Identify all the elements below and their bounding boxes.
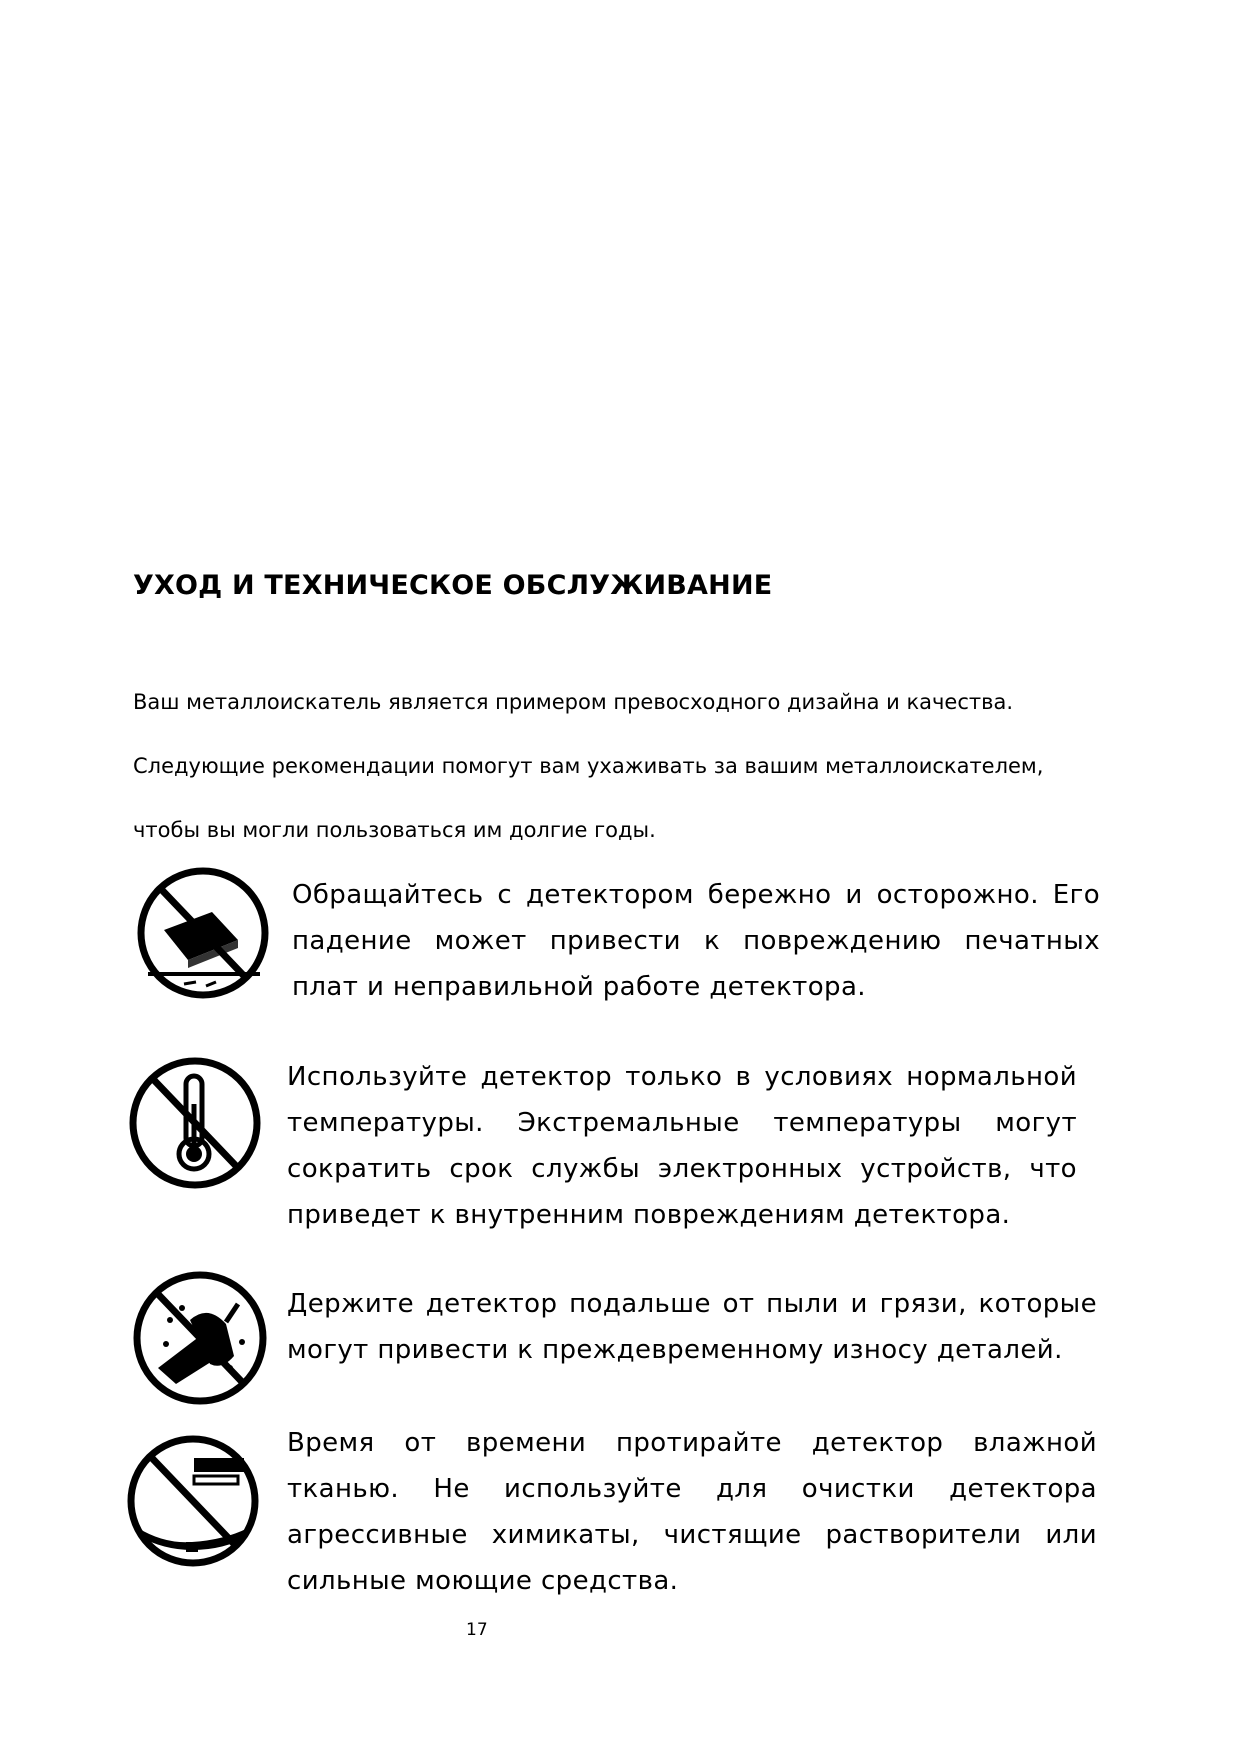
intro-line-1: Ваш металлоискатель является примером превосходного дизайна и качества.	[133, 690, 1014, 714]
intro-line-2: Следующие рекомендации помогут вам ухаживать за вашим металлоискателем,	[133, 754, 1044, 778]
no-extreme-temperature-icon	[126, 1054, 264, 1192]
care-item-4-text: Время от времени протирайте детектор влажной тканью. Не используйте для очистки детектора агрессивные химикаты, чистящие растворители или сильные моющие средства.	[287, 1428, 1097, 1596]
no-dropping-icon	[134, 864, 272, 1002]
care-item-1-text: Обращайтесь с детектором бережно и осторожно. Его падение может привести к повреждению печатных плат и неправильной работе детектора.	[292, 880, 1100, 1002]
no-chemicals-icon	[124, 1432, 262, 1570]
intro-line-3: чтобы вы могли пользоваться им долгие годы.	[133, 818, 656, 842]
section-heading: УХОД И ТЕХНИЧЕСКОЕ ОБСЛУЖИВАНИЕ	[133, 570, 773, 601]
page-number: 17	[466, 1620, 488, 1640]
care-item-2-text: Используйте детектор только в условиях нормальной температуры. Экстремальные температуры могут сократить срок службы электронных устройств, что приведет к внутренним повреждениям детектора.	[287, 1062, 1077, 1230]
no-dust-dirt-icon	[130, 1268, 270, 1408]
care-item-3-text: Держите детектор подальше от пыли и грязи, которые могут привести к преждевременному износу деталей.	[287, 1289, 1097, 1365]
